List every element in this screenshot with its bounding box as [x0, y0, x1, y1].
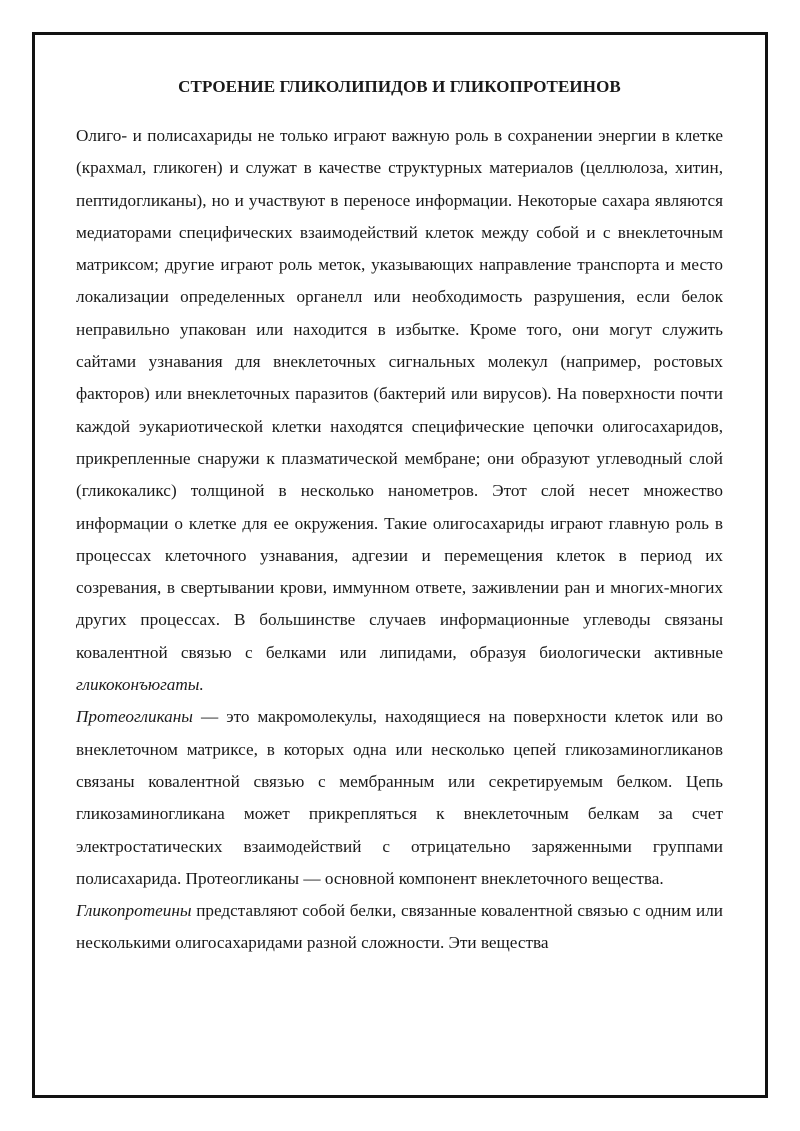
document-title: СТРОЕНИЕ ГЛИКОЛИПИДОВ И ГЛИКОПРОТЕИНОВ	[178, 77, 621, 96]
term-glycoproteins: Гликопротеины	[76, 901, 192, 921]
paragraph-text: представляют собой белки, связанные ковалентной связью с одним или несколькими олигосахаридами разной сложности. Эти вещества	[76, 901, 723, 953]
document-body	[76, 74, 723, 960]
paragraph-text: — это макромолекулы, находящиеся на поверхности клеток или во внеклеточном матриксе, в которых одна или несколько цепей гликозаминогликанов связаны ковалентной связью с мембранным или секретируемым белком. Цепь гликозаминогликана может прикрепляться к внеклеточным белкам за счет электростатических взаимодействий с отрицательно заряженными группами полисахарида. Протеогликаны — основной компонент внеклеточного вещества.	[76, 707, 723, 888]
term-glycoconjugates: гликоконъюгаты.	[76, 675, 204, 695]
paragraph-glycoproteins	[76, 895, 723, 960]
paragraph-text: Олиго- и полисахариды не только играют важную роль в сохранении энергии в клетке (крахмал, гликоген) и служат в качестве структурных материалов (целлюлоза, хитин, пептидогликаны), но и участвуют в переносе информации. Некоторые сахара являются медиаторами специфических взаимодействий клеток между собой и с внеклеточным матриксом; другие играют роль меток, указывающих направление транспорта и место локализации определенных органелл или необходимость разрушения, если белок неправильно упакован или находится в избытке. Кроме того, они могут служить сайтами узнавания для внеклеточных сигнальных молекул (например, ростовых факторов) или внеклеточных паразитов (бактерий или вирусов). На поверхности почти каждой эукариотической клетки находятся специфические цепочки олигосахаридов, прикрепленные снаружи к плазматической мембране; они образуют углеводный слой (гликокаликс) толщиной в несколько нанометров. Этот слой несет множество информации о клетке для ее окружения. Такие олигосахариды играют главную роль в процессах клеточного узнавания, адгезии и перемещения клеток в период их созревания, в свертывании крови, иммунном ответе, заживлении ран и многих-многих других процессах. В большинстве случаев информационные углеводы связаны ковалентной связью с белками или липидами, образуя биологически активные	[76, 126, 723, 662]
paragraph-proteoglycans	[76, 701, 723, 895]
term-proteoglycans: Протеогликаны	[76, 707, 193, 727]
paragraph-oligosaccharides	[76, 120, 723, 701]
